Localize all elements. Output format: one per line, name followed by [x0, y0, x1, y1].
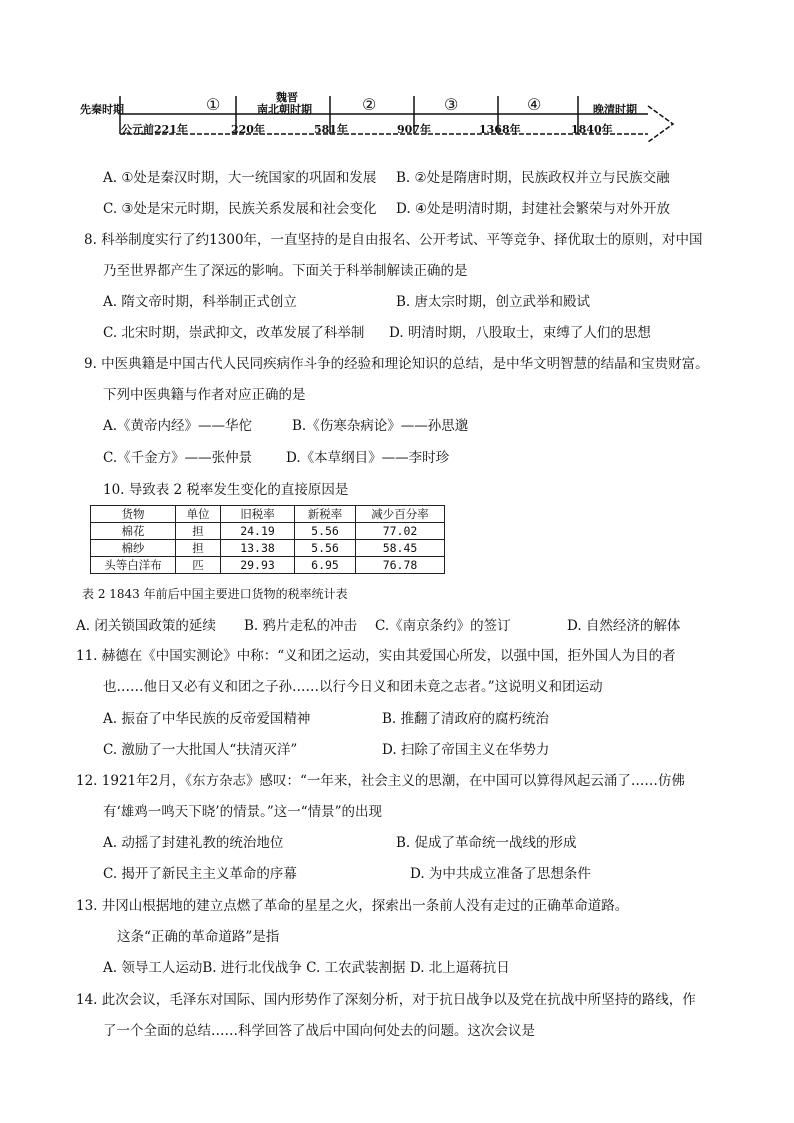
table-cell: 13.38 [221, 540, 295, 557]
q13-stem-line1: 13. 井冈山根据地的建立点燃了革命的星星之火，探索出一条前人没有走过的正确革命道路。 [76, 898, 629, 914]
q9-option-c: C.《千金方》——张仲景 [103, 450, 253, 466]
table-cell: 6.95 [295, 557, 356, 574]
timeline-marker-3: ③ [444, 95, 459, 114]
table-cell: 棉纱 [91, 540, 176, 557]
timeline-year: 公元前221年 [121, 123, 188, 136]
table-cell: 头等白洋布 [91, 557, 176, 574]
q11-option-a: A. 振奋了中华民族的反帝爱国精神 [103, 711, 311, 727]
q7-option-a: A. ①处是秦汉时期，大一统国家的巩固和发展 [103, 170, 377, 186]
q13-stem-line2: 这条“正确的革命道路”是指 [117, 929, 280, 945]
q9-option-b: B.《伤寒杂病论》——孙思邈 [292, 418, 469, 434]
q10-stem: 10. 导致表 2 税率发生变化的直接原因是 [103, 482, 349, 498]
q14-stem-line2: 了一个全面的总结……科学回答了战后中国向何处去的问题。这次会议是 [103, 1023, 535, 1039]
q14-stem-line1: 14. 此次会议，毛泽东对国际、国内形势作了深刻分析，对于抗日战争以及党在抗战中所坚持的路线，作 [76, 992, 696, 1008]
table-header-cell: 新税率 [295, 506, 356, 523]
table-cell: 58.45 [356, 540, 445, 557]
q8-stem-line1: 8. 科举制度实行了约1300年，一直坚持的是自由报名、公开考试、平等竞争、择优取士的原则，对中国 [84, 232, 703, 248]
timeline-year: 1368年 [479, 123, 521, 136]
tax-rate-table [90, 505, 445, 574]
timeline-year: 1840年 [571, 123, 613, 136]
q11-option-c: C. 激励了一大批国人“扶清灭洋” [103, 742, 298, 758]
timeline-year: 220年 [231, 123, 265, 136]
q11-stem-line1: 11. 赫德在《中国实测论》中称：“义和团之运动，实由其爱国心所发，以强中国，拒外国人为目的者 [76, 648, 676, 664]
q11-option-d: D. 扫除了帝国主义在华势力 [382, 742, 550, 758]
timeline-year: 581年 [314, 123, 348, 136]
table-cell: 29.93 [221, 557, 295, 574]
table-row [91, 523, 445, 540]
table-header-cell: 单位 [176, 506, 221, 523]
q9-stem-line1: 9. 中医典籍是中国古代人民同疾病作斗争的经验和理论知识的总结，是中华文明智慧的结晶和宝贵财富。 [84, 356, 709, 372]
table-header-cell: 减少百分率 [356, 506, 445, 523]
q7-option-b: B. ②处是隋唐时期，民族政权并立与民族交融 [396, 170, 670, 186]
table-row [91, 540, 445, 557]
q10-option-a: A. 闭关锁国政策的延续 [76, 618, 216, 634]
q12-option-b: B. 促成了革命统一战线的形成 [396, 835, 577, 851]
q8-option-d: D. 明清时期，八股取士，束缚了人们的思想 [389, 325, 651, 341]
table-cell: 担 [176, 523, 221, 540]
table-caption: 表 2 1843 年前后中国主要进口货物的税率统计表 [82, 587, 348, 601]
table-header-cell: 货物 [91, 506, 176, 523]
q12-stem-line1: 12. 1921年2月，《东方杂志》感叹：“一年来，社会主义的思潮，在中国可以算得风起云涌了……仿佛 [76, 773, 685, 789]
q10-option-c: C.《南京条约》的签订 [375, 618, 511, 634]
q8-option-a: A. 隋文帝时期，科举制正式创立 [103, 294, 297, 310]
table-cell: 5.56 [295, 523, 356, 540]
q10-option-d: D. 自然经济的解体 [567, 618, 681, 634]
q9-option-d: D.《本草纲目》——李时珍 [286, 450, 450, 466]
q12-option-c: C. 揭开了新民主主义革命的序幕 [103, 866, 297, 882]
q13-options: A. 领导工人运动B. 进行北伐战争 C. 工农武装割据 D. 北上逼蒋抗日 [103, 960, 510, 976]
q12-stem-line2: 有‘雄鸡一鸣天下晓’的情景。”这一“情景”的出现 [103, 804, 383, 820]
timeline-year: 907年 [397, 123, 431, 136]
q10-option-b: B. 鸦片走私的冲击 [244, 618, 358, 634]
timeline-marker-4: ④ [527, 95, 542, 114]
table-cell: 担 [176, 540, 221, 557]
table-cell: 76.78 [356, 557, 445, 574]
q8-stem-line2: 乃至世界都产生了深远的影响。下面关于科举制解读正确的是 [103, 263, 468, 279]
q9-option-a: A.《黄帝内经》——华佗 [103, 418, 253, 434]
q8-option-c: C. 北宋时期，崇武抑文，改革发展了科举制 [103, 325, 365, 341]
table-cell: 77.02 [356, 523, 445, 540]
timeline-label-wei-jin: 魏晋 [276, 91, 298, 104]
timeline-marker-2: ② [362, 95, 377, 114]
q12-option-a: A. 动摇了封建礼教的统治地位 [103, 835, 284, 851]
table-header-row [91, 506, 445, 523]
table-cell: 棉花 [91, 523, 176, 540]
q7-option-c: C. ③处是宋元时期，民族关系发展和社会变化 [103, 201, 377, 217]
table-cell: 24.19 [221, 523, 295, 540]
q7-option-d: D. ④处是明清时期，封建社会繁荣与对外开放 [396, 201, 671, 217]
table-cell: 匹 [176, 557, 221, 574]
q12-option-d: D. 为中共成立准备了思想条件 [410, 866, 591, 882]
table-header-cell: 旧税率 [221, 506, 295, 523]
table-row [91, 557, 445, 574]
q11-stem-line2: 也……他日又必有义和团之子孙……以行今日义和团未竟之志者。”这说明义和团运动 [103, 679, 603, 695]
table-cell: 5.56 [295, 540, 356, 557]
timeline-marker-1: ① [206, 95, 221, 114]
timeline-label-north-south: 南北朝时期 [257, 103, 312, 116]
timeline-label-late-qing: 晚清时期 [593, 103, 637, 116]
q8-option-b: B. 唐太宗时期，创立武举和殿试 [396, 294, 591, 310]
q9-stem-line2: 下列中医典籍与作者对应正确的是 [103, 387, 306, 403]
timeline-label-pre-qin: 先秦时期 [80, 103, 124, 116]
q11-option-b: B. 推翻了清政府的腐朽统治 [382, 711, 550, 727]
